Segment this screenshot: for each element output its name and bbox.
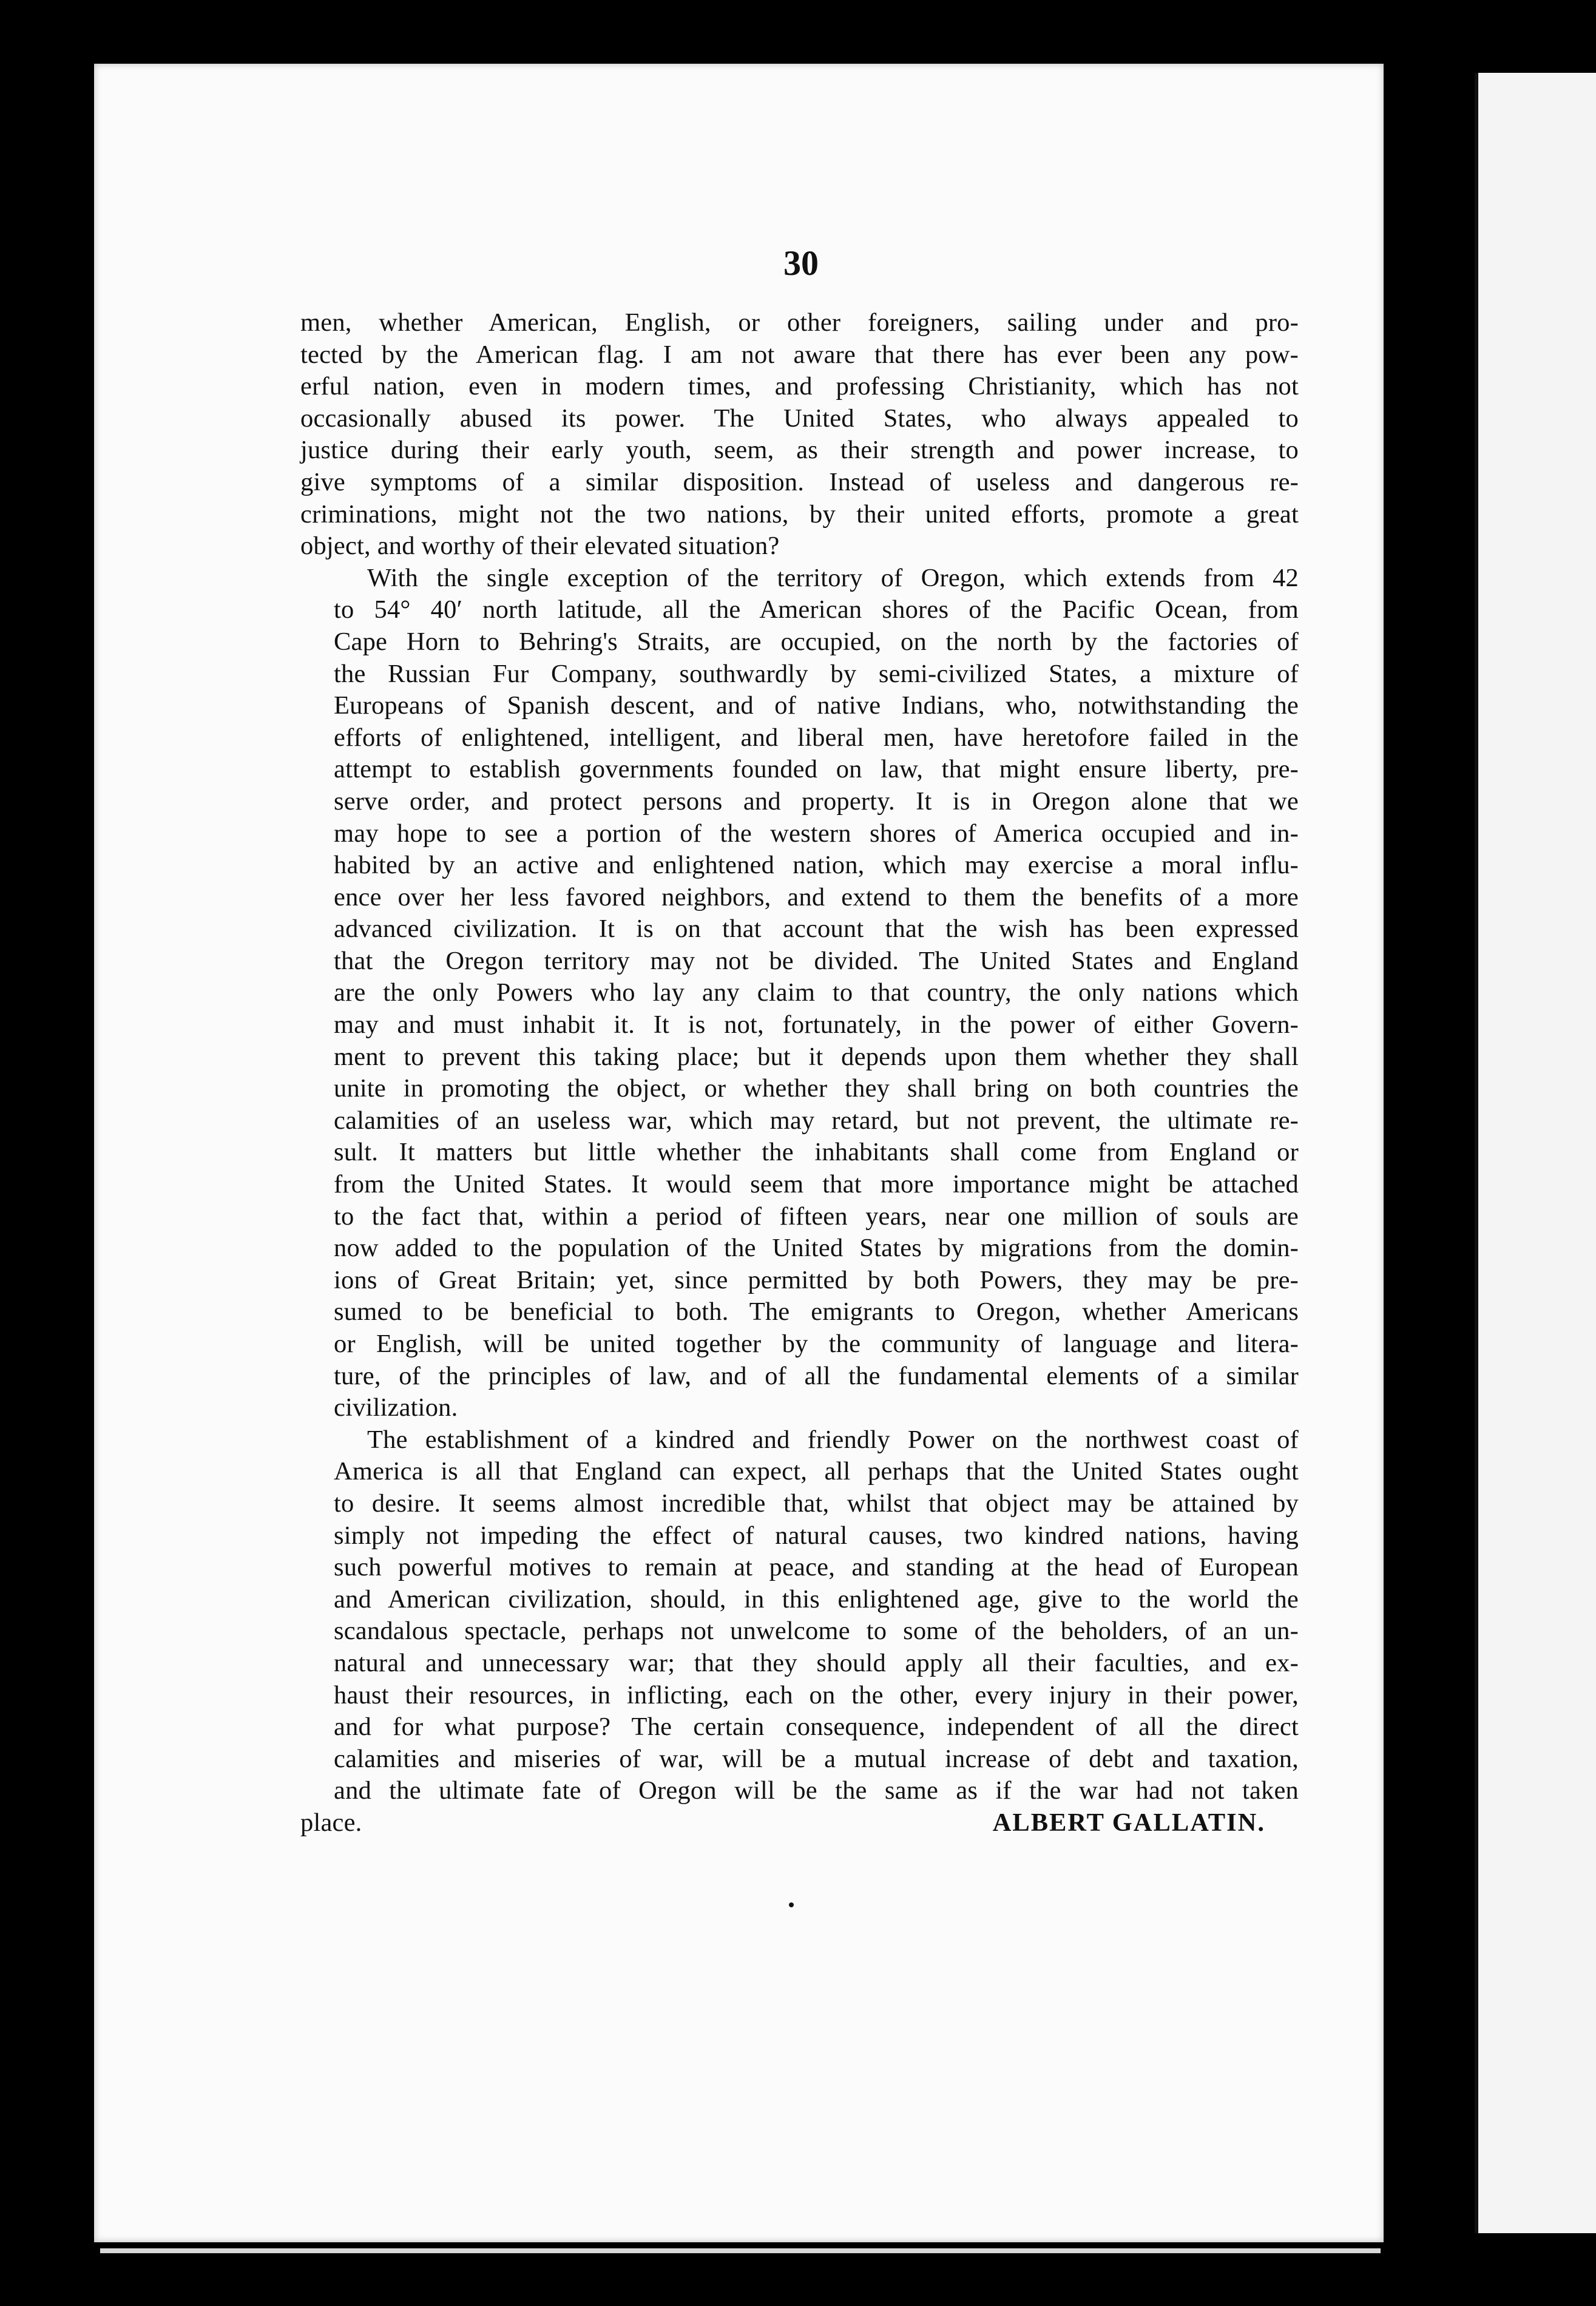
text-line: haust their resources, in inflicting, each on the other, every injury in their power, [334,1680,1299,1709]
text-line: and American civilization, should, in this enlightened age, give to the world the [334,1584,1299,1614]
text-line: attempt to establish governments founded on law, that might ensure liberty, pre- [334,755,1299,784]
text-line: habited by an active and enlightened nation, which may exercise a moral influ- [334,851,1299,880]
text-line: from the United States. It would seem that more importance might be attached [334,1170,1299,1199]
text-line: tected by the American flag. I am not aware that there has ever been any pow- [300,340,1299,369]
body-text [300,307,1299,1839]
text-line: that the Oregon territory may not be divided. The United States and England [334,946,1299,975]
page-bottom-edge [100,2248,1381,2253]
author-signature: ALBERT GALLATIN. [992,1808,1265,1837]
paragraph [300,563,1299,1424]
text-line: may and must inhabit it. It is not, fortunately, in the power of either Govern- [334,1010,1299,1040]
closing-word: place. [300,1808,362,1837]
text-line: men, whether American, English, or other foreigners, sailing under and pro- [300,308,1299,337]
text-line: advanced civilization. It is on that account that the wish has been expressed [334,915,1299,944]
text-line: The establishment of a kindred and friendly Power on the northwest coast of [367,1425,1299,1454]
text-line: to 54° 40′ north latitude, all the American shores of the Pacific Ocean, from [334,595,1299,624]
text-line: ture, of the principles of law, and of all the fundamental elements of a similar [334,1361,1299,1390]
text-line: are the only Powers who lay any claim to that country, the only nations which [334,978,1299,1007]
paragraph [300,307,1299,563]
text-line: and for what purpose? The certain consequence, independent of all the direct [334,1713,1299,1742]
text-line: America is all that England can expect, all perhaps that the United States ought [334,1457,1299,1486]
text-line: sult. It matters but little whether the inhabitants shall come from England or [334,1138,1299,1167]
text-line: civilization. [334,1393,458,1422]
text-line: or English, will be united together by the community of language and litera- [334,1330,1299,1358]
text-line: to the fact that, within a period of fifteen years, near one million of souls are [334,1202,1299,1231]
text-line: ions of Great Britain; yet, since permitted by both Powers, they may be pre- [334,1265,1299,1294]
text-line: serve order, and protect persons and property. It is in Oregon alone that we [334,786,1299,816]
text-line: and the ultimate fate of Oregon will be the same as if the war had not taken [334,1776,1299,1805]
text-line: natural and unnecessary war; that they should apply all their faculties, and ex- [334,1648,1299,1677]
text-line: sumed to be beneficial to both. The emigrants to Oregon, whether Americans [334,1297,1299,1327]
text-line: the Russian Fur Company, southwardly by semi-civilized States, a mixture of [334,659,1299,688]
text-line: criminations, might not the two nations, by their united efforts, promote a great [300,499,1299,529]
text-line: ment to prevent this taking place; but it depends upon them whether they shall [334,1042,1299,1071]
text-line: give symptoms of a similar disposition. Instead of useless and dangerous re- [300,467,1299,496]
text-line: object, and worthy of their elevated situation? [300,532,780,561]
text-line: ence over her less favored neighbors, and extend to them the benefits of a more [334,882,1299,911]
printer-mark [789,1902,794,1907]
text-line: now added to the population of the United States by migrations from the domin- [334,1234,1299,1263]
text-line: Europeans of Spanish descent, and of native Indians, who, notwithstanding the [334,691,1299,720]
text-line: calamities and miseries of war, will be a mutual increase of debt and taxation, [334,1744,1299,1773]
paragraph [300,1424,1299,1807]
text-line: simply not impeding the effect of natural causes, two kindred nations, having [334,1521,1299,1550]
text-line: scandalous spectacle, perhaps not unwelcome to some of the beholders, of an un- [334,1617,1299,1646]
text-line: erful nation, even in modern times, and professing Christianity, which has not [300,372,1299,401]
text-line: justice during their early youth, seem, as their strength and power increase, to [300,436,1299,465]
text-line: calamities of an useless war, which may retard, but not prevent, the ultimate re- [334,1106,1299,1135]
text-line: may hope to see a portion of the western shores of America occupied and in- [334,819,1299,848]
signature-line [300,1807,1299,1839]
text-line: With the single exception of the territory of Oregon, which extends from 42 [367,563,1299,592]
text-line: efforts of enlightened, intelligent, and liberal men, have heretofore failed in the [334,723,1299,752]
text-line: occasionally abused its power. The United States, who always appealed to [300,404,1299,433]
text-line: such powerful motives to remain at peace, and standing at the head of European [334,1553,1299,1582]
text-line: to desire. It seems almost incredible that, whilst that object may be attained by [334,1489,1299,1518]
page-number: 30 [783,243,819,283]
text-line: Cape Horn to Behring's Straits, are occupied, on the north by the factories of [334,627,1299,656]
text-line: unite in promoting the object, or whether they shall bring on both countries the [334,1074,1299,1103]
adjacent-page-edge [1475,73,1596,2233]
